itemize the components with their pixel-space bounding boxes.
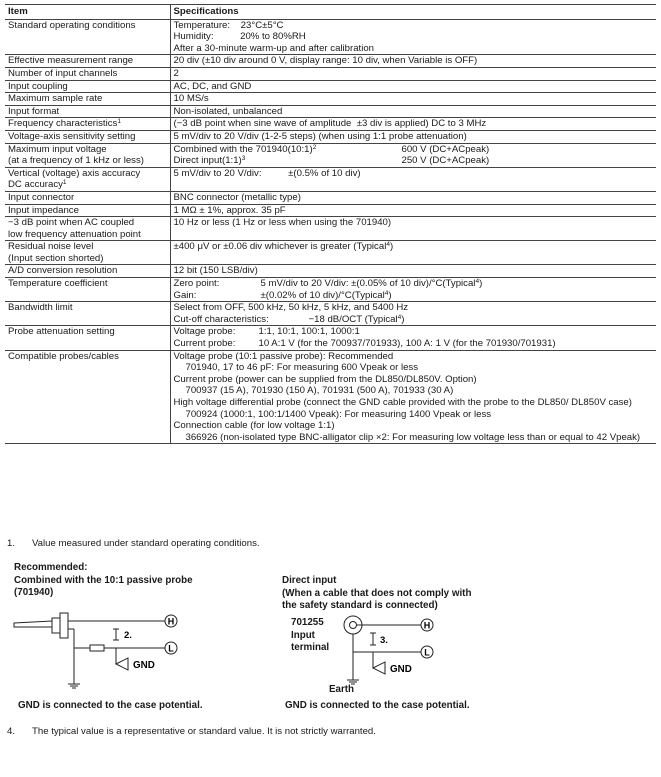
row-item-text: Voltage-axis sensitivity setting [8, 130, 136, 142]
tc-value: 5 mV/div to 20 V/div: ±(0.05% of 10 div)/°C(Typical [260, 278, 476, 290]
footnote-ref: 4 [397, 313, 402, 321]
table-row [5, 143, 656, 167]
row-item-cell [5, 204, 170, 217]
row-spec-cell [170, 167, 656, 191]
row-spec-cell [170, 241, 656, 265]
footnote-ref: 3 [241, 155, 246, 163]
right-l-label: L [424, 647, 430, 658]
row-spec-text: 5 mV/div to 20 V/div (1-2-5 steps) (when using 1:1 probe attenuation) [173, 130, 467, 142]
row-item-cell [5, 55, 170, 68]
right-diagram-title [282, 575, 471, 613]
row-item-text: Standard operating conditions [8, 19, 136, 31]
row-spec-cell [170, 278, 656, 302]
table-row [5, 118, 656, 131]
row-item-cell [5, 167, 170, 191]
left-diagram-title-line1: Combined with the 10:1 passive probe [14, 574, 193, 586]
right-gnd-label: GND [390, 664, 412, 675]
tc-tail: ) [388, 289, 392, 301]
table-row [5, 19, 656, 55]
row-spec-cell [170, 130, 656, 143]
header-specifications: Specifications [170, 5, 656, 20]
probe-heading: Connection cable (for low voltage 1:1) [173, 420, 335, 432]
probe-heading: Current probe (power can be supplied from the DL850/DL850V. Option) [173, 373, 477, 385]
row-spec-text: 12 bit (150 LSB/div) [173, 265, 258, 277]
row-item-text: Input connector [8, 191, 75, 203]
row-item-cell [5, 130, 170, 143]
probe-heading: High voltage differential probe (connect the GND cable provided with the probe to the DL850/ DL850V case) [173, 397, 632, 408]
footnote-ref: 4 [475, 278, 480, 286]
footnote-4 [7, 726, 376, 737]
earth-label: Earth [329, 684, 355, 695]
row-item-text: Residual noise level [8, 241, 94, 253]
row-spec-line [174, 43, 654, 55]
gnd-triangle-icon [373, 662, 385, 674]
row-spec-line [174, 168, 654, 180]
footnote-ref: 4 [384, 289, 389, 297]
voltage-value: 600 V (DC+ACpeak) [401, 143, 490, 155]
row-item-cell [5, 350, 170, 444]
row-item-text: (Input section shorted) [8, 252, 104, 264]
row-spec-line [174, 241, 654, 253]
row-item-cell [5, 143, 170, 167]
row-item-text: DC accuracy [8, 179, 63, 191]
row-item-cell [5, 241, 170, 265]
left-l-label: L [168, 643, 174, 654]
probe-detail: 701940, 17 to 46 pF: For measuring 600 Vpeak or less [185, 362, 419, 374]
row-spec-line [174, 217, 654, 229]
row-spec-line [174, 55, 654, 67]
right-diagram-caption: GND is connected to the case potential. [285, 700, 470, 711]
row-spec-line [174, 93, 654, 105]
row-item-cell [5, 265, 170, 278]
table-row [5, 93, 656, 106]
row-item-text: Maximum input voltage [8, 143, 107, 155]
voltage-value: 250 V (DC+ACpeak) [401, 155, 490, 167]
row-spec-line [174, 192, 654, 204]
table-row [5, 302, 656, 326]
row-spec-cell [170, 19, 656, 55]
left-diagram-caption: GND is connected to the case potential. [18, 700, 203, 711]
row-item-text: (at a frequency of 1 kHz or less) [8, 155, 144, 167]
voltage-condition-text: Direct input(1:1) [173, 155, 242, 167]
probe-attenuation-line [174, 326, 654, 338]
table-row [5, 130, 656, 143]
probe-detail: 700924 (1000:1, 100:1/1400 Vpeak): For measuring 1400 Vpeak or less [185, 408, 492, 420]
table-row [5, 350, 656, 444]
row-spec-line [174, 31, 654, 43]
terminal-label [291, 617, 329, 655]
row-item-text: Input coupling [8, 80, 68, 92]
row-spec-text: 2 [173, 67, 179, 79]
row-item-text: Input impedance [8, 204, 79, 216]
row-spec-cell [170, 93, 656, 106]
row-item-line [8, 118, 167, 130]
right-diagram-heading: Direct input [282, 575, 337, 586]
row-item-text: A/D conversion resolution [8, 265, 118, 277]
left-diagram-title-line2: (701940) [14, 587, 54, 598]
probe-detail: 700937 (15 A), 701930 (150 A), 701931 (500 A), 701933 (30 A) [185, 385, 454, 397]
probe-attenuation-line [174, 338, 654, 350]
row-item-text: Frequency characteristics [8, 118, 118, 130]
footnote-4-number: 4. [7, 726, 16, 737]
right-ref-label: 3. [380, 635, 388, 646]
terminal-label-line1: 701255 [291, 617, 324, 628]
row-item-cell [5, 80, 170, 93]
probe-detail: 366926 (non-isolated type BNC-alligator clip ×2: For measuring low voltage less than or equal to 42 Vpeak) [185, 431, 641, 443]
footnote-1-number: 1. [7, 538, 16, 549]
row-spec-text: 10 MS/s [173, 93, 209, 105]
left-h-label: H [167, 616, 175, 627]
table-row [5, 278, 656, 302]
bw-cutoff-tail: ) [401, 313, 405, 325]
row-spec-line [174, 106, 654, 118]
row-spec-text: Humidity: 20% to 80%RH [173, 31, 306, 43]
row-item-cell [5, 302, 170, 326]
probe-heading: Voltage probe (10:1 passive probe): Recommended [173, 350, 394, 362]
row-spec-cell [170, 265, 656, 278]
row-spec-tail: ) [389, 241, 394, 253]
row-spec-text: After a 30-minute warm-up and after calibration [173, 42, 374, 54]
row-spec-text: 5 mV/div to 20 V/div: ±(0.5% of 10 div) [173, 167, 361, 179]
row-item-text: Temperature coefficient [8, 278, 108, 290]
row-item-cell [5, 278, 170, 302]
footnote-1-text: Value measured under standard operating conditions. [32, 538, 260, 549]
row-spec-cell [170, 80, 656, 93]
voltage-condition [174, 144, 402, 156]
footnote-ref: 1 [62, 179, 67, 187]
tc-value: ±(0.02% of 10 div)/°C(Typical [260, 289, 385, 301]
terminal-label-line2: Input [291, 629, 315, 641]
row-spec-text: AC, DC, and GND [173, 80, 252, 92]
right-wiring-diagram [330, 610, 470, 690]
row-spec-text: 1 MΩ ± 1%, approx. 35 pF [173, 204, 286, 216]
voltage-line [174, 144, 654, 156]
row-spec-text: 20 div (±10 div around 0 V, display range: 10 div, when Variable is OFF) [173, 55, 478, 67]
row-spec-cell [170, 302, 656, 326]
right-diagram-title-line1: (When a cable that does not comply with [282, 587, 472, 599]
footnote-ref: 4 [386, 241, 390, 249]
table-row [5, 265, 656, 278]
bw-cutoff-value: −18 dB/OCT (Typical [308, 313, 398, 325]
row-spec-text: ±400 μV or ±0.06 div whichever is greater (Typical [173, 241, 387, 253]
voltage-condition [174, 155, 402, 167]
terminal-label-line3: terminal [291, 642, 330, 653]
row-spec-line [174, 20, 654, 32]
row-spec-text: Non-isolated, unbalanced [173, 105, 283, 117]
row-item-text: Maximum sample rate [8, 93, 103, 105]
row-item-cell [5, 217, 170, 241]
row-item-cell [5, 67, 170, 80]
table-row [5, 80, 656, 93]
right-h-label: H [423, 620, 431, 631]
table-row [5, 326, 656, 350]
left-ref-label: 2. [124, 630, 132, 641]
row-spec-cell [170, 217, 656, 241]
row-spec-line [174, 81, 654, 93]
row-item-cell [5, 19, 170, 55]
row-spec-text: 10 Hz or less (1 Hz or less when using the 701940) [173, 217, 392, 229]
left-diagram-title [14, 562, 193, 600]
left-wiring-diagram [0, 600, 260, 690]
bw-cutoff-line [174, 314, 654, 326]
row-spec-line [174, 205, 654, 217]
table-row [5, 204, 656, 217]
row-spec-text: (−3 dB point when sine wave of amplitude ±3 div is applied) DC to 3 MHz [173, 118, 487, 130]
probe-ratios: 1:1, 10:1, 100:1, 1000:1 [258, 326, 360, 338]
row-item-text: −3 dB point when AC coupled [8, 217, 135, 229]
left-diagram-heading: Recommended: [14, 562, 88, 573]
row-spec-cell [170, 204, 656, 217]
tc-line [174, 278, 654, 290]
row-item-text: Vertical (voltage) axis accuracy [8, 167, 141, 179]
voltage-condition-text: Combined with the 701940(10:1) [173, 143, 313, 155]
row-item-cell [5, 326, 170, 350]
row-spec-text: BNC connector (metallic type) [173, 191, 301, 203]
header-item: Item [5, 5, 170, 20]
probe-type: Voltage probe: [173, 326, 236, 338]
table-row [5, 67, 656, 80]
row-item-text: Bandwidth limit [8, 302, 73, 314]
footnote-ref: 2 [312, 143, 317, 151]
tc-tail: ) [479, 278, 483, 290]
row-spec-cell [170, 67, 656, 80]
probe-type: Current probe: [173, 338, 236, 350]
right-diagram-title-line2: the safety standard is connected) [282, 600, 438, 611]
footnote-4-text: The typical value is a representative or standard value. It is not strictly warranted. [32, 726, 376, 737]
row-item-text: Input format [8, 105, 60, 117]
voltage-line [174, 155, 654, 167]
bw-line: Select from OFF, 500 kHz, 50 kHz, 5 kHz, and 5400 Hz [173, 302, 409, 314]
tc-label: Gain: [173, 289, 197, 301]
tc-line [174, 290, 654, 302]
footnote-ref: 1 [117, 118, 121, 126]
row-spec-line [174, 118, 654, 130]
row-item-text: Probe attenuation setting [8, 326, 115, 338]
row-spec-cell [170, 143, 656, 167]
row-spec-cell [170, 350, 656, 444]
row-spec-cell [170, 191, 656, 204]
row-spec-text: Temperature: 23°C±5°C [173, 19, 284, 31]
row-item-cell [5, 105, 170, 118]
row-item-cell [5, 191, 170, 204]
row-item-line [8, 179, 167, 191]
tc-label: Zero point: [173, 278, 220, 290]
row-item-cell [5, 118, 170, 131]
gnd-triangle-icon [116, 658, 128, 670]
table-row [5, 167, 656, 191]
probe-ratios: 10 A:1 V (for the 700937/701933), 100 A: 1 V (for the 701930/701931) [258, 338, 556, 350]
table-header-row [5, 5, 656, 20]
left-gnd-label: GND [133, 660, 155, 671]
row-item-text: Number of input channels [8, 67, 118, 79]
row-item-cell [5, 93, 170, 106]
row-spec-cell [170, 118, 656, 131]
table-row [5, 105, 656, 118]
row-spec-cell [170, 55, 656, 68]
table-row [5, 55, 656, 68]
row-item-text: Effective measurement range [8, 55, 134, 67]
table-row [5, 191, 656, 204]
probe-body-icon [60, 613, 68, 638]
probe-tip-icon [14, 621, 52, 627]
table-row [5, 241, 656, 265]
row-spec-cell [170, 326, 656, 350]
footnote-1 [7, 538, 260, 549]
row-spec-cell [170, 105, 656, 118]
table-row [5, 217, 656, 241]
bw-cutoff-label: Cut-off characteristics: [173, 313, 269, 325]
row-spec-line [174, 131, 654, 143]
specifications-table [5, 4, 656, 444]
row-item-text: Compatible probes/cables [8, 350, 119, 362]
row-spec-line [174, 265, 654, 277]
row-spec-line [174, 68, 654, 80]
row-item-text: low frequency attenuation point [8, 228, 141, 240]
